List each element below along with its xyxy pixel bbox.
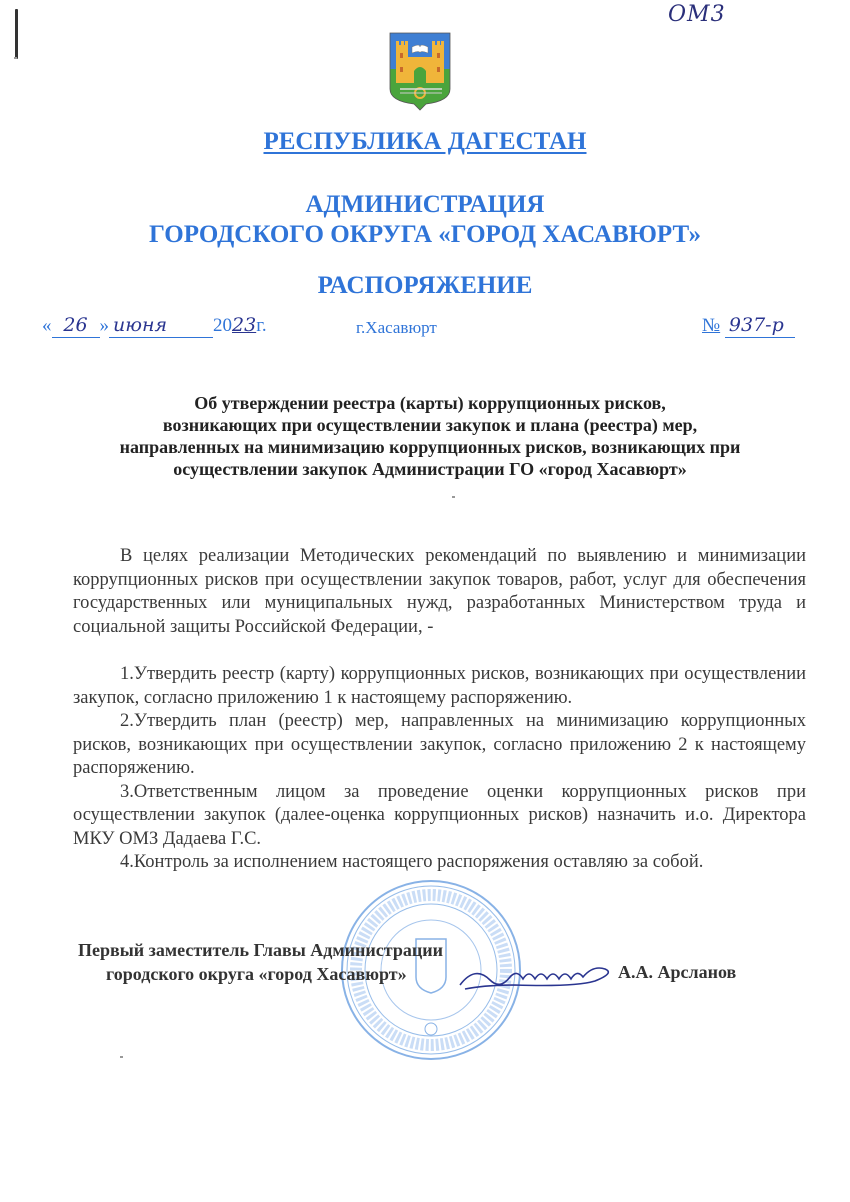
- header-administration: [0, 190, 850, 250]
- document-city: г.Хасавюрт: [356, 318, 437, 337]
- title-line: возникающих при осуществлении закупок и плана (реестра) мер,: [162, 415, 698, 435]
- order-items: [73, 663, 806, 875]
- scan-speck: [14, 57, 17, 59]
- date-day: 26: [63, 314, 88, 336]
- header-admin-line2: ГОРОДСКОГО ОКРУГА «ГОРОД ХАСАВЮРТ»: [149, 221, 701, 248]
- number-value: 937-р: [728, 314, 784, 336]
- document-number: [702, 314, 795, 338]
- date-open-quote: «: [42, 315, 52, 336]
- order-item: 2.Утвердить план (реестр) мер, направленных на минимизацию коррупционных рисков, возникающих при осуществлении закупок, согласно приложению 2 к настоящему распоряжению.: [73, 711, 806, 778]
- date-year-prefix: 20: [213, 315, 232, 336]
- date-year-suffix: 23: [232, 314, 257, 336]
- signatory-position: [78, 938, 443, 986]
- position-line2: городского округа «город Хасавюрт»: [106, 964, 407, 984]
- city-coat-of-arms-icon: [388, 31, 452, 111]
- preamble: [73, 545, 806, 639]
- header-republic: РЕСПУБЛИКА ДАГЕСТАН: [263, 128, 587, 155]
- order-item: 1.Утвердить реестр (карту) коррупционных рисков, возникающих при осуществлении закупок, согласно приложению 1 к настоящему распоряжению.: [73, 664, 806, 708]
- order-item: 3.Ответственным лицом за проведение оценки коррупционных рисков при осуществлении закупок (далее-оценка коррупционных рисков) назначить и.о. Директора МКУ ОМЗ Дадаева Г.С.: [73, 781, 806, 849]
- date-close-quote: »: [99, 315, 109, 336]
- scan-speck: [120, 1056, 123, 1058]
- position-line1: Первый заместитель Главы Администрации: [78, 940, 443, 960]
- scan-speck: [452, 496, 455, 498]
- date-year-unit: г.: [256, 315, 267, 336]
- document-type: РАСПОРЯЖЕНИЕ: [317, 272, 533, 299]
- order-item: 4.Контроль за исполнением настоящего распоряжения оставляю за собой.: [120, 852, 704, 872]
- handwritten-signature-icon: [455, 955, 625, 995]
- document-title: [100, 392, 760, 480]
- registry-handwritten-mark: ОМ3: [668, 2, 726, 27]
- preamble-text: В целях реализации Методических рекомендаций по выявлению и минимизации коррупционных рисков при осуществлении закупок товаров, работ, услуг для обеспечения государственных или муниципальных нужд, разработанных Министерством труда и социальной защиты Российской Федерации, -: [73, 546, 806, 637]
- title-line: осуществлении закупок Администрации ГО «город Хасавюрт»: [173, 459, 687, 479]
- number-label: №: [702, 315, 721, 336]
- signatory-name: А.А. Арсланов: [618, 962, 737, 982]
- document-date: [42, 314, 267, 338]
- date-month: июня: [113, 314, 168, 336]
- header-admin-line1: АДМИНИСТРАЦИЯ: [305, 191, 545, 218]
- margin-mark: [15, 9, 18, 59]
- title-line: Об утверждении реестра (карты) коррупционных рисков,: [194, 393, 666, 413]
- title-line: направленных на минимизацию коррупционных рисков, возникающих при: [119, 437, 741, 457]
